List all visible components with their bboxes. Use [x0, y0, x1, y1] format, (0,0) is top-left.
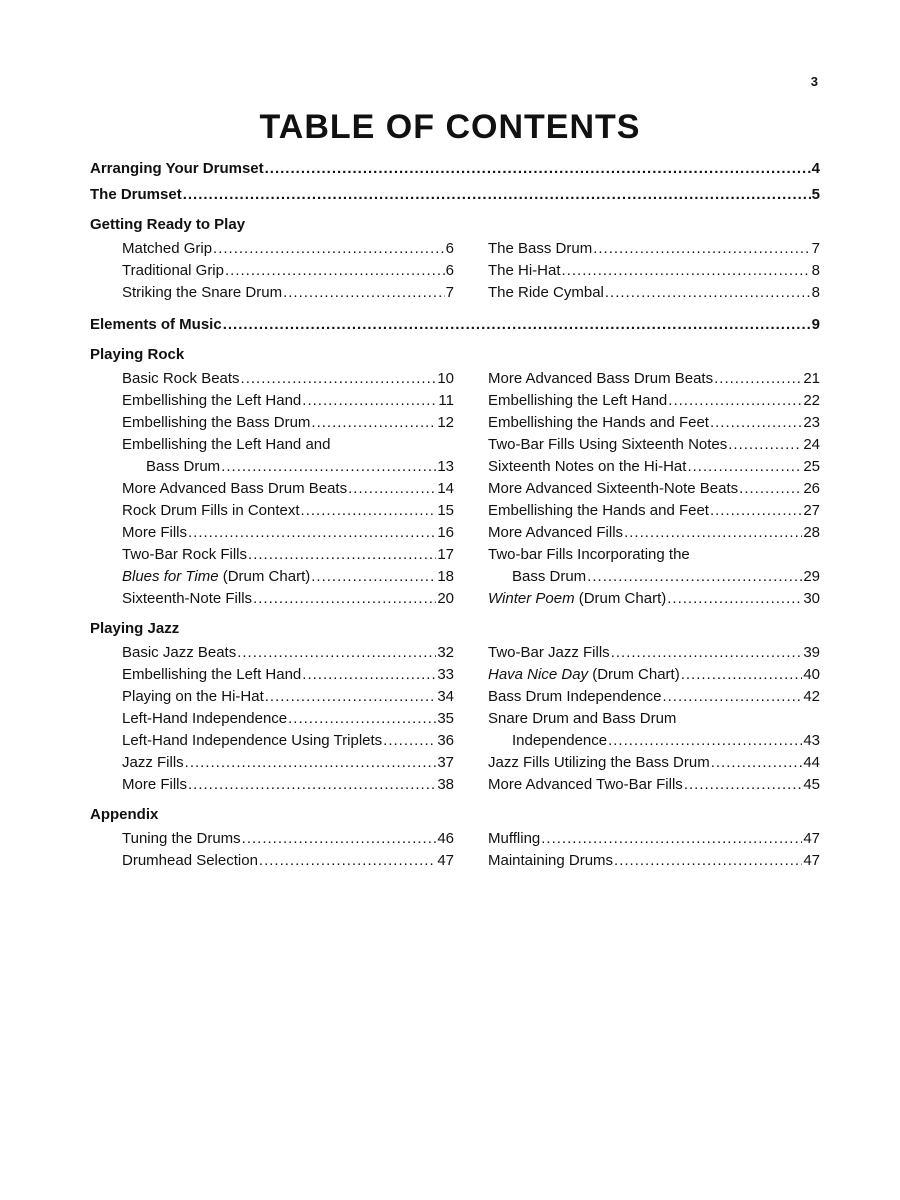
toc-entry	[488, 566, 820, 588]
toc-entry-title: More Advanced Fills	[488, 524, 624, 541]
toc-entry	[122, 500, 454, 522]
leader-dots	[311, 412, 436, 434]
toc-entry	[488, 522, 820, 544]
toc-entry-title: Two-Bar Jazz Fills	[488, 644, 610, 661]
toc-entry-title	[488, 664, 680, 686]
toc-entry-elements-of-music	[90, 314, 820, 336]
leader-dots	[739, 478, 802, 500]
toc-entry-line1	[122, 434, 454, 456]
toc-entry-title: More Fills	[122, 776, 188, 793]
toc-entry-title: Tuning the Drums	[122, 830, 241, 847]
leader-dots	[710, 500, 802, 522]
section-heading-playing-jazz: Playing Jazz	[90, 620, 180, 637]
toc-entry-page: 45	[803, 776, 820, 793]
toc-entry-title: Snare Drum and Bass Drum	[488, 710, 677, 727]
toc-entry	[122, 752, 454, 774]
toc-entry-page: 12	[437, 414, 454, 431]
toc-entry-page: 47	[437, 852, 454, 869]
section-heading-playing-rock: Playing Rock	[90, 346, 185, 363]
leader-dots	[311, 566, 436, 588]
leader-dots	[225, 260, 445, 282]
toc-entry-title: Two-Bar Rock Fills	[122, 546, 248, 563]
toc-entry	[488, 828, 820, 850]
toc-entry-page: 14	[437, 480, 454, 497]
toc-entry-page: 43	[803, 732, 820, 749]
toc-entry	[122, 478, 454, 500]
leader-dots	[684, 774, 803, 796]
toc-entry-title: More Fills	[122, 524, 188, 541]
toc-entry-page: 23	[803, 414, 820, 431]
toc-entry-page: 22	[803, 392, 820, 409]
toc-entry-title: More Advanced Bass Drum Beats	[488, 370, 714, 387]
toc-entry	[488, 642, 820, 664]
toc-entry-page: 32	[437, 644, 454, 661]
leader-dots	[185, 752, 437, 774]
right-column	[488, 828, 820, 872]
toc-entry-title: Sixteenth Notes on the Hi-Hat	[488, 458, 687, 475]
toc-entry	[122, 850, 454, 872]
table-of-contents	[90, 158, 820, 872]
leader-dots	[714, 368, 802, 390]
section-playing-rock	[122, 368, 820, 610]
toc-entry-title: Basic Jazz Beats	[122, 644, 237, 661]
toc-entry-title	[488, 588, 666, 610]
toc-entry	[122, 238, 454, 260]
toc-entry	[488, 850, 820, 872]
toc-entry-page: 46	[437, 830, 454, 847]
toc-entry-page: 38	[437, 776, 454, 793]
toc-entry-title: Jazz Fills Utilizing the Bass Drum	[488, 754, 710, 771]
leader-dots	[242, 828, 437, 850]
toc-entry-page: 17	[437, 546, 454, 563]
toc-entry-title: Striking the Snare Drum	[122, 284, 283, 301]
toc-entry-title: Bass Drum Independence	[488, 688, 662, 705]
leader-dots	[687, 456, 802, 478]
toc-entry-page: 18	[437, 568, 454, 585]
toc-entry-page: 9	[811, 316, 820, 333]
left-column	[122, 368, 454, 610]
toc-entry-title: More Advanced Two-Bar Fills	[488, 776, 683, 793]
toc-entry-title: More Advanced Bass Drum Beats	[122, 480, 348, 497]
leader-dots	[611, 642, 803, 664]
toc-entry	[122, 544, 454, 566]
toc-entry	[488, 368, 820, 390]
leader-dots	[213, 238, 445, 260]
leader-dots	[662, 686, 802, 708]
toc-entry	[122, 730, 454, 752]
toc-entry-page: 13	[437, 458, 454, 475]
leader-dots	[259, 850, 436, 872]
section-appendix	[122, 828, 820, 872]
toc-entry-title: Embellishing the Left Hand	[122, 666, 302, 683]
leader-dots	[562, 260, 811, 282]
leader-dots	[288, 708, 436, 730]
toc-entry	[122, 282, 454, 304]
toc-entry	[122, 412, 454, 434]
toc-entry-title: The Ride Cymbal	[488, 284, 604, 301]
toc-entry-page: 4	[811, 160, 820, 177]
leader-dots	[283, 282, 445, 304]
leader-dots	[241, 368, 437, 390]
toc-entry	[122, 588, 454, 610]
toc-entry-title: More Advanced Sixteenth-Note Beats	[488, 480, 739, 497]
leader-dots	[667, 588, 802, 610]
leader-dots	[383, 730, 436, 752]
toc-entry-page: 6	[445, 240, 454, 257]
toc-entry-title: Bass Drum	[512, 568, 587, 585]
leader-dots	[668, 390, 802, 412]
leader-dots	[221, 456, 436, 478]
leader-dots	[711, 752, 803, 774]
toc-entry-title: Bass Drum	[146, 458, 221, 475]
leader-dots	[223, 314, 811, 336]
toc-entry-title: Two-Bar Fills Using Sixteenth Notes	[488, 436, 728, 453]
leader-dots	[302, 664, 436, 686]
toc-entry	[488, 588, 820, 610]
toc-entry-page: 40	[803, 666, 820, 683]
leader-dots	[681, 664, 803, 686]
toc-entry-page: 25	[803, 458, 820, 475]
toc-entry	[488, 260, 820, 282]
toc-entry-line1	[488, 544, 820, 566]
toc-entry-page: 47	[803, 830, 820, 847]
leader-dots	[188, 522, 436, 544]
leader-dots	[265, 686, 437, 708]
right-column	[488, 238, 820, 304]
toc-entry-page: 5	[811, 186, 820, 203]
leader-dots	[614, 850, 802, 872]
left-column	[122, 828, 454, 872]
toc-entry-page: 29	[803, 568, 820, 585]
toc-entry-title: Muffling	[488, 830, 541, 847]
toc-entry	[488, 412, 820, 434]
page-number: 3	[810, 74, 818, 89]
toc-entry-the-drumset	[90, 184, 820, 206]
toc-entry-title: The Hi-Hat	[488, 262, 561, 279]
toc-entry-page: 35	[437, 710, 454, 727]
leader-dots	[710, 412, 802, 434]
toc-entry-page: 11	[438, 392, 454, 409]
right-column	[488, 368, 820, 610]
toc-entry-page: 42	[803, 688, 820, 705]
toc-entry	[122, 390, 454, 412]
toc-entry-page: 37	[437, 754, 454, 771]
toc-entry-page: 39	[803, 644, 820, 661]
toc-entry	[488, 730, 820, 752]
left-column	[122, 642, 454, 796]
toc-entry-page: 27	[803, 502, 820, 519]
toc-entry	[122, 708, 454, 730]
leader-dots	[593, 238, 810, 260]
toc-entry	[122, 522, 454, 544]
toc-entry-title: Elements of Music	[90, 316, 222, 333]
toc-entry-page: 7	[811, 240, 820, 257]
leader-dots	[605, 282, 811, 304]
toc-entry-page: 30	[803, 590, 820, 607]
toc-entry-title: The Bass Drum	[488, 240, 593, 257]
toc-entry-title: Embellishing the Hands and Feet	[488, 414, 709, 431]
toc-entry-page: 16	[437, 524, 454, 541]
section-heading-getting-ready: Getting Ready to Play	[90, 216, 246, 233]
leader-dots	[248, 544, 436, 566]
toc-entry-title-suffix: (Drum Chart)	[588, 666, 680, 683]
leader-dots	[253, 588, 436, 610]
toc-entry-title: Two-bar Fills Incorporating the	[488, 546, 690, 563]
leader-dots	[183, 184, 811, 206]
toc-entry	[122, 686, 454, 708]
toc-entry-title-suffix: (Drum Chart)	[218, 568, 311, 585]
toc-entry	[488, 434, 820, 456]
toc-entry	[488, 686, 820, 708]
toc-entry-title: Jazz Fills	[122, 754, 184, 771]
toc-entry-italic-title: Blues for Time	[122, 568, 219, 585]
toc-entry	[122, 828, 454, 850]
toc-entry	[122, 774, 454, 796]
toc-entry-title: Left-Hand Independence Using Triplets	[122, 732, 383, 749]
section-playing-jazz	[122, 642, 820, 796]
toc-entry-italic-title: Winter Poem	[488, 590, 575, 607]
toc-entry	[122, 642, 454, 664]
toc-entry-title: Maintaining Drums	[488, 852, 614, 869]
leader-dots	[188, 774, 436, 796]
toc-entry	[488, 500, 820, 522]
toc-entry-title: The Drumset	[90, 186, 182, 203]
toc-entry	[488, 478, 820, 500]
toc-entry-title: Drumhead Selection	[122, 852, 258, 869]
toc-entry	[122, 456, 454, 478]
leader-dots	[587, 566, 802, 588]
section-heading-appendix: Appendix	[90, 806, 159, 823]
toc-entry-title: Embellishing the Left Hand	[122, 392, 302, 409]
toc-entry-title: Embellishing the Left Hand and	[122, 436, 331, 453]
section-getting-ready	[122, 238, 820, 304]
toc-entry-title: Sixteenth-Note Fills	[122, 590, 253, 607]
page-title: TABLE OF CONTENTS	[259, 108, 641, 146]
toc-entry-page: 21	[803, 370, 820, 387]
toc-entry-page: 20	[437, 590, 454, 607]
toc-entry	[488, 238, 820, 260]
toc-entry-title: Embellishing the Left Hand	[488, 392, 668, 409]
toc-entry-title: Left-Hand Independence	[122, 710, 288, 727]
toc-entry-page: 15	[437, 502, 454, 519]
leader-dots	[237, 642, 436, 664]
toc-entry-page: 8	[811, 284, 820, 301]
toc-entry-page: 24	[803, 436, 820, 453]
toc-entry-page: 26	[803, 480, 820, 497]
leader-dots	[728, 434, 802, 456]
leader-dots	[302, 390, 437, 412]
right-column	[488, 642, 820, 796]
toc-entry-title: Embellishing the Hands and Feet	[488, 502, 709, 519]
toc-entry-page: 28	[803, 524, 820, 541]
toc-entry-arranging-your-drumset	[90, 158, 820, 180]
toc-entry-line1	[488, 708, 820, 730]
toc-entry	[488, 456, 820, 478]
toc-entry-page: 10	[437, 370, 454, 387]
toc-entry-page: 8	[811, 262, 820, 279]
leader-dots	[265, 158, 811, 180]
toc-entry-page: 33	[437, 666, 454, 683]
toc-entry-page: 44	[803, 754, 820, 771]
toc-entry-title-suffix: (Drum Chart)	[574, 590, 667, 607]
toc-entry	[122, 566, 454, 588]
toc-entry-title: Traditional Grip	[122, 262, 224, 279]
toc-entry-page: 7	[445, 284, 454, 301]
toc-entry	[488, 774, 820, 796]
toc-entry-title: Arranging Your Drumset	[90, 160, 264, 177]
toc-entry-page: 34	[437, 688, 454, 705]
toc-entry-title: Independence	[512, 732, 608, 749]
left-column	[122, 238, 454, 304]
leader-dots	[624, 522, 802, 544]
leader-dots	[608, 730, 802, 752]
toc-entry-title: Matched Grip	[122, 240, 213, 257]
toc-entry-page: 6	[445, 262, 454, 279]
leader-dots	[301, 500, 437, 522]
toc-entry-title: Rock Drum Fills in Context	[122, 502, 300, 519]
toc-entry	[122, 368, 454, 390]
toc-entry	[488, 664, 820, 686]
toc-entry-page: 36	[437, 732, 454, 749]
toc-entry	[122, 664, 454, 686]
toc-entry-page: 47	[803, 852, 820, 869]
toc-entry-italic-title: Hava Nice Day	[488, 666, 589, 683]
toc-entry	[488, 390, 820, 412]
toc-entry	[488, 752, 820, 774]
toc-entry-title	[122, 566, 310, 588]
leader-dots	[541, 828, 802, 850]
toc-entry-title: Embellishing the Bass Drum	[122, 414, 311, 431]
toc-entry	[488, 282, 820, 304]
toc-entry-title: Playing on the Hi-Hat	[122, 688, 264, 705]
leader-dots	[348, 478, 436, 500]
toc-entry	[122, 260, 454, 282]
toc-entry-title: Basic Rock Beats	[122, 370, 240, 387]
